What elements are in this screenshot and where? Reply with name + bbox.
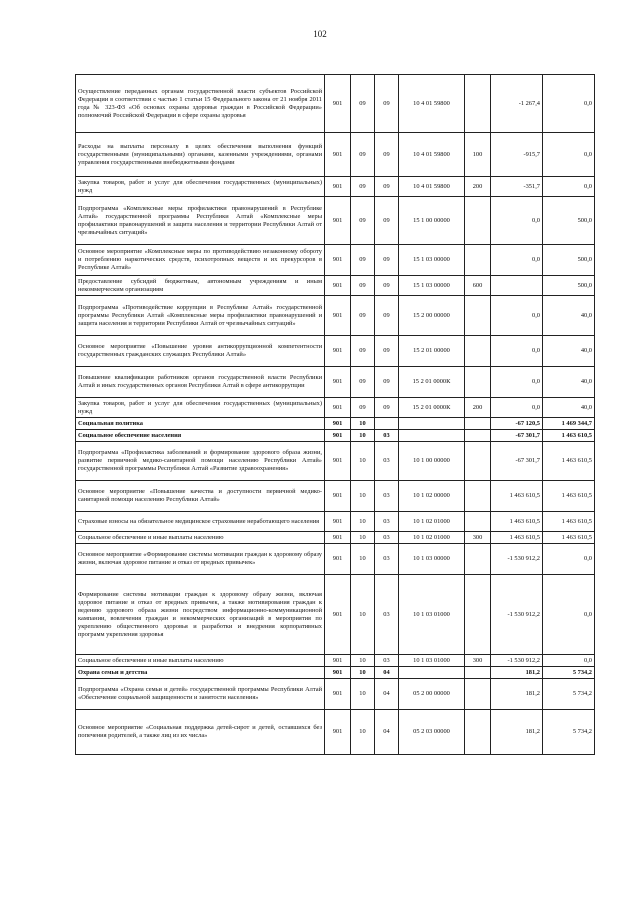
row-subsection: 03 xyxy=(375,512,399,532)
row-change: 1 463 610,5 xyxy=(491,532,543,544)
row-ministry: 901 xyxy=(325,710,351,755)
row-target-code xyxy=(399,418,465,430)
row-ministry: 901 xyxy=(325,197,351,245)
row-total: 0,0 xyxy=(543,75,595,133)
row-section: 09 xyxy=(351,367,375,398)
row-total: 1 463 610,5 xyxy=(543,442,595,481)
table-row xyxy=(76,442,595,481)
row-section: 09 xyxy=(351,197,375,245)
row-expense-type xyxy=(465,336,491,367)
row-name: Охрана семьи и детства xyxy=(76,667,325,679)
row-total: 40,0 xyxy=(543,296,595,336)
row-section: 09 xyxy=(351,276,375,296)
row-target-code: 10 1 02 01000 xyxy=(399,512,465,532)
row-target-code: 15 1 03 00000 xyxy=(399,245,465,276)
row-subsection: 09 xyxy=(375,296,399,336)
row-section: 09 xyxy=(351,296,375,336)
row-section: 10 xyxy=(351,512,375,532)
row-total: 1 463 610,5 xyxy=(543,430,595,442)
row-name: Основное мероприятие «Социальная поддержка детей-сирот и детей, оставшихся без попечения родителей, а также лиц из их числа» xyxy=(76,710,325,755)
row-section: 10 xyxy=(351,532,375,544)
row-change: -1 530 912,2 xyxy=(491,544,543,575)
row-subsection: 04 xyxy=(375,710,399,755)
row-target-code xyxy=(399,430,465,442)
row-ministry: 901 xyxy=(325,276,351,296)
row-subsection: 09 xyxy=(375,75,399,133)
row-name: Подпрограмма «Комплексные меры профилактики правонарушений в Республике Алтай» государственной программы Республики Алтай «Комплексные меры профилактики правонарушений и защита населения и территории Республики Алтай от чрезвычайных ситуаций» xyxy=(76,197,325,245)
row-ministry: 901 xyxy=(325,512,351,532)
row-subsection: 04 xyxy=(375,667,399,679)
row-name: Закупка товаров, работ и услуг для обеспечения государственных (муниципальных) нужд xyxy=(76,177,325,197)
row-target-code: 15 2 01 0000К xyxy=(399,398,465,418)
row-subsection: 09 xyxy=(375,133,399,177)
row-section: 10 xyxy=(351,544,375,575)
row-expense-type xyxy=(465,481,491,512)
row-subsection: 09 xyxy=(375,177,399,197)
row-change: -1 530 912,2 xyxy=(491,655,543,667)
row-subsection: 03 xyxy=(375,430,399,442)
row-expense-type xyxy=(465,667,491,679)
row-target-code: 05 2 03 00000 xyxy=(399,710,465,755)
row-total: 500,0 xyxy=(543,245,595,276)
row-expense-type xyxy=(465,197,491,245)
row-target-code: 10 1 02 00000 xyxy=(399,481,465,512)
row-target-code: 15 2 01 0000К xyxy=(399,367,465,398)
row-expense-type xyxy=(465,430,491,442)
row-change: 0,0 xyxy=(491,197,543,245)
row-ministry: 901 xyxy=(325,667,351,679)
row-name: Основное мероприятие «Комплексные меры по противодействию незаконному обороту и потреблению наркотических средств, психотропных веществ и их прекурсоров в Республике Алтай» xyxy=(76,245,325,276)
row-total: 5 734,2 xyxy=(543,679,595,710)
table-row xyxy=(76,418,595,430)
row-name: Подпрограмма «Профилактика заболеваний и формирование здорового образа жизни, развитие первичной медико-санитарной помощи населению Республики Алтай» государственной программы Республики Алтай «Развитие здравоохранения» xyxy=(76,442,325,481)
row-name: Закупка товаров, работ и услуг для обеспечения государственных (муниципальных) нужд xyxy=(76,398,325,418)
row-expense-type xyxy=(465,418,491,430)
row-change: -351,7 xyxy=(491,177,543,197)
row-name: Социальная политика xyxy=(76,418,325,430)
row-target-code: 10 1 02 01000 xyxy=(399,532,465,544)
row-name: Подпрограмма «Противодействие коррупции в Республике Алтай» государственной программы Республики Алтай «Комплексные меры профилактики правонарушений и защита населения и территории Республики Алтай от чрезвычайных ситуаций» xyxy=(76,296,325,336)
row-expense-type: 200 xyxy=(465,398,491,418)
row-section: 10 xyxy=(351,442,375,481)
row-target-code: 15 2 00 00000 xyxy=(399,296,465,336)
row-total: 1 463 610,5 xyxy=(543,481,595,512)
row-ministry: 901 xyxy=(325,532,351,544)
row-ministry: 901 xyxy=(325,430,351,442)
row-section: 10 xyxy=(351,430,375,442)
row-change: 181,2 xyxy=(491,679,543,710)
row-change: 181,2 xyxy=(491,667,543,679)
row-subsection: 03 xyxy=(375,575,399,655)
row-section: 10 xyxy=(351,575,375,655)
row-target-code: 10 1 03 00000 xyxy=(399,544,465,575)
row-subsection: 04 xyxy=(375,679,399,710)
row-subsection: 03 xyxy=(375,481,399,512)
row-name: Страховые взносы на обязательное медицинское страхование неработающего населения xyxy=(76,512,325,532)
row-total: 5 734,2 xyxy=(543,667,595,679)
row-change: -67 301,7 xyxy=(491,430,543,442)
row-total: 500,0 xyxy=(543,197,595,245)
row-subsection: 03 xyxy=(375,544,399,575)
row-change: 181,2 xyxy=(491,710,543,755)
table-row xyxy=(76,667,595,679)
row-total: 0,0 xyxy=(543,544,595,575)
row-change: 0,0 xyxy=(491,367,543,398)
table-row xyxy=(76,367,595,398)
row-expense-type xyxy=(465,245,491,276)
row-target-code: 10 1 03 01000 xyxy=(399,575,465,655)
row-ministry: 901 xyxy=(325,367,351,398)
row-total: 0,0 xyxy=(543,177,595,197)
row-name: Формирование системы мотивации граждан к здоровому образу жизни, включая здоровое питание и отказ от вредных привычек, а также мотивирования граждан к ведению здорового образа жизни посредством информационно-коммуникационной кампании, вовлечения граждан и некоммерческих организаций в мероприятия по укреплению общественного здоровья и разработки и внедрения корпоративных программ укрепления здоровья xyxy=(76,575,325,655)
row-subsection: 03 xyxy=(375,655,399,667)
row-expense-type: 300 xyxy=(465,655,491,667)
table-row xyxy=(76,481,595,512)
table-row xyxy=(76,430,595,442)
row-total: 0,0 xyxy=(543,655,595,667)
row-expense-type: 600 xyxy=(465,276,491,296)
row-name: Основное мероприятие «Формирование системы мотивации граждан к здоровому образу жизни, включая здоровое питание и отказ от вредных привычек» xyxy=(76,544,325,575)
row-ministry: 901 xyxy=(325,336,351,367)
table-row xyxy=(76,575,595,655)
row-subsection: 09 xyxy=(375,197,399,245)
row-expense-type xyxy=(465,367,491,398)
row-section: 10 xyxy=(351,418,375,430)
table-row xyxy=(76,532,595,544)
row-target-code: 10 4 01 59800 xyxy=(399,177,465,197)
row-change: -1 530 912,2 xyxy=(491,575,543,655)
row-expense-type xyxy=(465,575,491,655)
row-subsection xyxy=(375,418,399,430)
row-change: 1 463 610,5 xyxy=(491,481,543,512)
row-section: 09 xyxy=(351,336,375,367)
row-target-code: 05 2 00 00000 xyxy=(399,679,465,710)
row-total: 1 469 344,7 xyxy=(543,418,595,430)
row-section: 10 xyxy=(351,710,375,755)
row-expense-type xyxy=(465,710,491,755)
row-ministry: 901 xyxy=(325,296,351,336)
row-target-code: 10 1 03 01000 xyxy=(399,655,465,667)
row-change: 0,0 xyxy=(491,336,543,367)
row-expense-type xyxy=(465,679,491,710)
row-name: Расходы на выплаты персоналу в целях обеспечения выполнения функций государственными (муниципальными) органами, казенными учреждениями, органами управления государственными внебюджетными фондами xyxy=(76,133,325,177)
row-name: Социальное обеспечение и иные выплаты населению xyxy=(76,655,325,667)
table-row xyxy=(76,679,595,710)
row-subsection: 09 xyxy=(375,367,399,398)
row-expense-type xyxy=(465,512,491,532)
row-ministry: 901 xyxy=(325,544,351,575)
row-name: Предоставление субсидий бюджетным, автономным учреждениям и иным некоммерческим организациям xyxy=(76,276,325,296)
row-section: 09 xyxy=(351,133,375,177)
table-row xyxy=(76,296,595,336)
row-target-code: 15 2 01 00000 xyxy=(399,336,465,367)
row-expense-type: 300 xyxy=(465,532,491,544)
row-change: 0,0 xyxy=(491,398,543,418)
row-section: 09 xyxy=(351,177,375,197)
table-row xyxy=(76,710,595,755)
table-row xyxy=(76,544,595,575)
row-section: 09 xyxy=(351,75,375,133)
row-ministry: 901 xyxy=(325,481,351,512)
row-ministry: 901 xyxy=(325,442,351,481)
row-expense-type: 100 xyxy=(465,133,491,177)
row-change: 0,0 xyxy=(491,245,543,276)
row-total: 40,0 xyxy=(543,398,595,418)
page-number: 102 xyxy=(313,29,327,39)
row-subsection: 09 xyxy=(375,245,399,276)
row-ministry: 901 xyxy=(325,575,351,655)
row-ministry: 901 xyxy=(325,398,351,418)
row-change: -67 120,5 xyxy=(491,418,543,430)
row-change: -67 301,7 xyxy=(491,442,543,481)
table-row xyxy=(76,75,595,133)
table-row xyxy=(76,512,595,532)
table-row xyxy=(76,245,595,276)
row-ministry: 901 xyxy=(325,418,351,430)
row-name: Осуществление переданных органам государственной власти субъектов Российской Федерации в соответствии с частью 1 статьи 15 Федерального закона от 21 ноября 2011 года № 323-ФЗ «Об основах охраны здоровья граждан в Российской Федерации» полномочий Российской Федерации в сфере охраны здоровья xyxy=(76,75,325,133)
row-name: Социальное обеспечение населения xyxy=(76,430,325,442)
row-target-code: 15 1 00 00000 xyxy=(399,197,465,245)
table-row xyxy=(76,197,595,245)
row-total: 40,0 xyxy=(543,336,595,367)
row-section: 09 xyxy=(351,398,375,418)
row-subsection: 03 xyxy=(375,532,399,544)
table-row xyxy=(76,177,595,197)
row-total: 1 463 610,5 xyxy=(543,532,595,544)
row-change: -915,7 xyxy=(491,133,543,177)
row-total: 500,0 xyxy=(543,276,595,296)
row-ministry: 901 xyxy=(325,177,351,197)
row-target-code: 10 4 01 59800 xyxy=(399,133,465,177)
row-name: Социальное обеспечение и иные выплаты населению xyxy=(76,532,325,544)
row-subsection: 09 xyxy=(375,336,399,367)
row-subsection: 09 xyxy=(375,276,399,296)
row-ministry: 901 xyxy=(325,133,351,177)
table-row xyxy=(76,133,595,177)
row-name: Основное мероприятие «Повышение качества и доступности первичной медико-санитарной помощи населению Республики Алтай» xyxy=(76,481,325,512)
budget-table-body xyxy=(76,75,595,755)
row-change: 0,0 xyxy=(491,296,543,336)
row-expense-type xyxy=(465,442,491,481)
row-name: Повышение квалификации работников органов государственной власти Республики Алтай и иных государственных органов Республики Алтай в сфере антикоррупции xyxy=(76,367,325,398)
row-change: -1 267,4 xyxy=(491,75,543,133)
row-name: Подпрограмма «Охрана семьи и детей» государственной программы Республики Алтай «Обеспечение социальной защищенности и занятости населения» xyxy=(76,679,325,710)
row-total: 40,0 xyxy=(543,367,595,398)
table-row xyxy=(76,398,595,418)
row-ministry: 901 xyxy=(325,655,351,667)
row-name: Основное мероприятие «Повышение уровня антикоррупционной компетентности государственных гражданских служащих Республики Алтай» xyxy=(76,336,325,367)
row-target-code: 15 1 03 00000 xyxy=(399,276,465,296)
row-change: 1 463 610,5 xyxy=(491,512,543,532)
row-expense-type xyxy=(465,296,491,336)
row-target-code: 10 1 00 00000 xyxy=(399,442,465,481)
row-ministry: 901 xyxy=(325,679,351,710)
row-total: 5 734,2 xyxy=(543,710,595,755)
table-row xyxy=(76,276,595,296)
row-total: 0,0 xyxy=(543,575,595,655)
row-total: 0,0 xyxy=(543,133,595,177)
row-target-code: 10 4 01 59800 xyxy=(399,75,465,133)
row-section: 10 xyxy=(351,667,375,679)
row-subsection: 03 xyxy=(375,442,399,481)
table-row xyxy=(76,336,595,367)
row-ministry: 901 xyxy=(325,245,351,276)
row-expense-type xyxy=(465,544,491,575)
row-section: 09 xyxy=(351,245,375,276)
table-row xyxy=(76,655,595,667)
row-section: 10 xyxy=(351,655,375,667)
row-total: 1 463 610,5 xyxy=(543,512,595,532)
row-target-code xyxy=(399,667,465,679)
row-expense-type xyxy=(465,75,491,133)
row-section: 10 xyxy=(351,679,375,710)
row-subsection: 09 xyxy=(375,398,399,418)
row-ministry: 901 xyxy=(325,75,351,133)
row-change xyxy=(491,276,543,296)
row-section: 10 xyxy=(351,481,375,512)
row-expense-type: 200 xyxy=(465,177,491,197)
budget-table xyxy=(75,74,595,755)
